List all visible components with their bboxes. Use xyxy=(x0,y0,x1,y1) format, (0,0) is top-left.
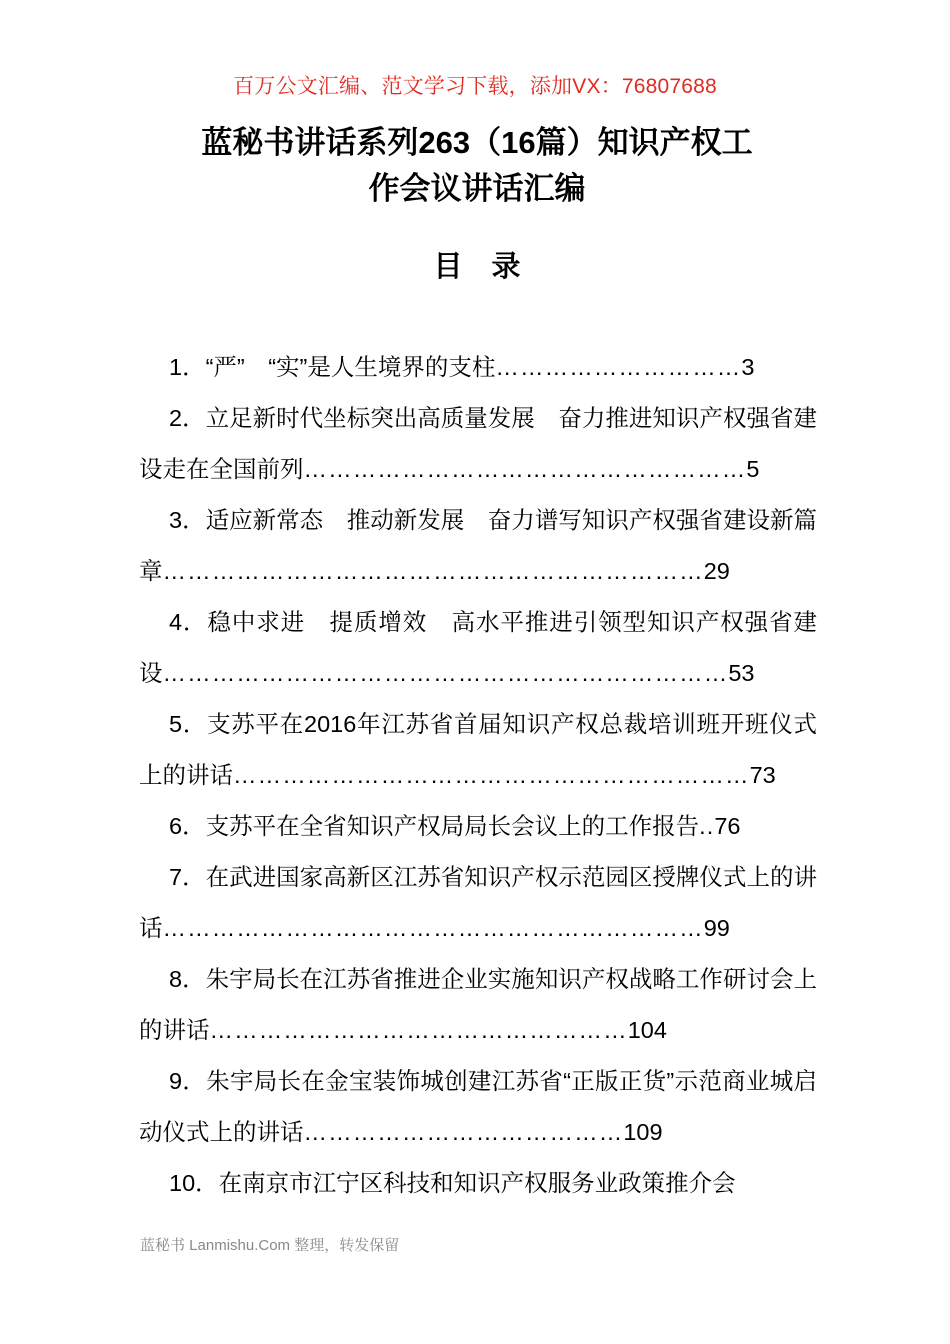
toc-page-number: 104 xyxy=(627,1017,667,1043)
toc-entry-title: 支苏平在2016年江苏省首届知识产权总裁培训班开班仪式上的讲话 xyxy=(139,711,817,788)
toc-entry-number: 3． xyxy=(169,507,206,533)
toc-page-number: 99 xyxy=(703,915,730,941)
toc-entry-title: 稳中求进 提质增效 高水平推进引领型知识产权强省建设 xyxy=(139,609,818,686)
toc-entry-7[interactable] xyxy=(139,852,817,954)
toc-dot-leader: .. xyxy=(699,813,715,839)
toc-dot-leader: …………………………………………………………… xyxy=(162,660,729,686)
toc-dot-leader: ………………………… xyxy=(495,354,742,380)
toc-entry-number: 6． xyxy=(169,813,206,839)
toc-page-number: 29 xyxy=(703,558,730,584)
toc-entry-number: 7． xyxy=(169,864,206,890)
toc-entry-title: 适应新常态 推动新发展 奋力谱写知识产权强省建设新篇章 xyxy=(139,507,817,584)
toc-entry-5[interactable] xyxy=(139,699,817,801)
toc-dot-leader: ……………………………………………………… xyxy=(233,762,750,788)
toc-dot-leader: ………………………………… xyxy=(303,1119,624,1145)
toc-entry-2[interactable] xyxy=(139,393,817,495)
toc-page-number: 53 xyxy=(728,660,755,686)
toc-entry-4[interactable] xyxy=(139,597,817,699)
page-title-line-1: 蓝秘书讲话系列263（16篇）知识产权工 xyxy=(201,125,753,160)
page-footer-attribution: 蓝秘书 Lanmishu.Com 整理，转发保留 xyxy=(140,1237,400,1254)
toc-entry-number: 4． xyxy=(169,609,208,635)
toc-entry-title: 在武进国家高新区江苏省知识产权示范园区授牌仪式上的讲话 xyxy=(139,864,817,941)
toc-entry-number: 8． xyxy=(169,966,206,992)
table-of-contents xyxy=(139,342,817,1209)
toc-entry-title: 在南京市江宁区科技和知识产权服务业政策推介会 xyxy=(218,1170,736,1196)
toc-entry-10[interactable] xyxy=(139,1158,817,1209)
toc-entry-number: 10． xyxy=(169,1170,219,1196)
toc-dot-leader: …………………………………………… xyxy=(209,1017,628,1043)
toc-page-number: 3 xyxy=(741,354,755,380)
toc-entry-number: 2． xyxy=(169,405,206,431)
page-title xyxy=(138,120,816,212)
toc-entry-title: 立足新时代坐标突出高质量发展 奋力推进知识产权强省建设走在全国前列 xyxy=(139,405,817,482)
toc-entry-title: 朱宇局长在金宝装饰城创建江苏省“正版正货”示范商业城启动仪式上的讲话 xyxy=(139,1068,817,1145)
page-title-line-2: 作会议讲话汇编 xyxy=(368,171,586,206)
promo-watermark-text: 百万公文汇编、范文学习下载，添加VX：76807688 xyxy=(233,75,717,98)
toc-entry-number: 1． xyxy=(169,354,206,380)
toc-entry-title: 朱宇局长在江苏省推进企业实施知识产权战略工作研讨会上的讲话 xyxy=(139,966,817,1043)
toc-entry-1[interactable] xyxy=(139,342,817,393)
toc-entry-title: 支苏平在全省知识产权局局长会议上的工作报告 xyxy=(205,813,700,839)
table-of-contents-heading: 目 录 xyxy=(433,251,521,283)
toc-entry-6[interactable] xyxy=(139,801,817,852)
toc-entry-8[interactable] xyxy=(139,954,817,1056)
toc-page-number: 73 xyxy=(749,762,776,788)
toc-entry-number: 9． xyxy=(169,1068,207,1094)
toc-dot-leader: ………………………………………………………… xyxy=(162,915,704,941)
toc-entry-9[interactable] xyxy=(139,1056,817,1158)
toc-entry-3[interactable] xyxy=(139,495,817,597)
toc-page-number: 76 xyxy=(714,813,741,839)
toc-page-number: 5 xyxy=(746,456,760,482)
toc-entry-title: “严” “实”是人生境界的支柱 xyxy=(205,354,496,380)
toc-dot-leader: ……………………………………………… xyxy=(303,456,747,482)
toc-dot-leader: ………………………………………………………… xyxy=(162,558,704,584)
toc-entry-number: 5． xyxy=(169,711,208,737)
toc-page-number: 109 xyxy=(623,1119,663,1145)
